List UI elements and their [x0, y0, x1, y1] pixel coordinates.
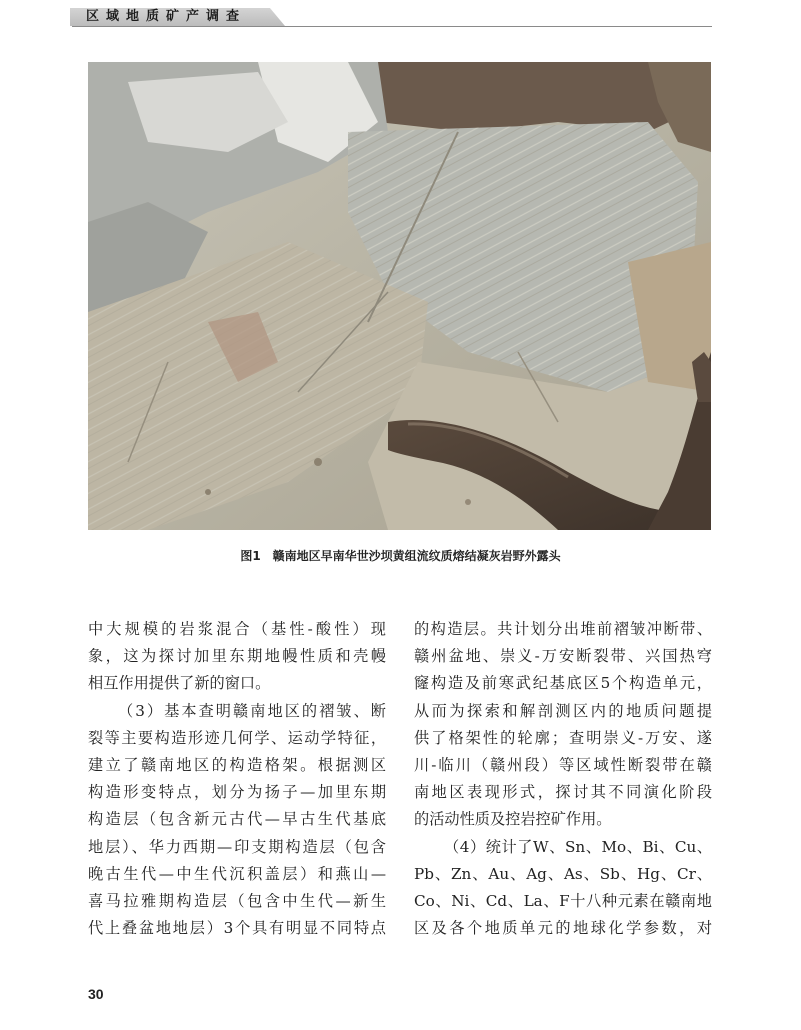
text-line: 南地区表现形式，探讨其不同演化阶段 [414, 783, 712, 802]
page-number: 30 [88, 986, 104, 1002]
body-column-left [88, 616, 386, 942]
text-line: 代上叠盆地地层）3个具有明显不同特点 [88, 919, 386, 938]
text-line: Pb、Zn、Au、Ag、As、Sb、Hg、Cr、 [414, 864, 712, 883]
text-line: 供了格架性的轮廓；查明崇义-万安、遂 [414, 728, 712, 747]
text-line: 喜马拉雅期构造层（包含中生代—新生 [88, 891, 386, 910]
text-line: 从而为探索和解剖测区内的地质问题提 [414, 701, 712, 720]
body-column-right [414, 616, 712, 942]
figure-caption-text: 赣南地区早南华世沙坝黄组流纹质熔结凝灰岩野外露头 [272, 549, 561, 563]
text-line: 构造形变特点，划分为扬子—加里东期 [88, 783, 386, 802]
header-rule [72, 26, 712, 27]
text-line: 裂等主要构造形迹几何学、运动学特征， [88, 728, 386, 747]
outcrop-photo [88, 62, 711, 530]
text-line: 赣州盆地、崇义-万安断裂带、兴国热穹 [414, 647, 712, 666]
text-line: 建立了赣南地区的构造格架。根据测区 [88, 755, 386, 774]
text-line: 区及各个地质单元的地球化学参数，对 [414, 919, 712, 938]
figure-caption [0, 547, 801, 564]
text-line: （3）基本查明赣南地区的褶皱、断 [118, 701, 386, 720]
running-header [0, 0, 801, 34]
text-line: 地层）、华力西期—印支期构造层（包含 [88, 837, 386, 856]
text-line: （4）统计了W、Sn、Mo、Bi、Cu、 [444, 837, 712, 856]
header-title: 区域地质矿产调查 [86, 9, 247, 24]
text-line: Co、Ni、Cd、La、F十八种元素在赣南地 [414, 891, 712, 910]
text-line: 川-临川（赣州段）等区域性断裂带在赣 [414, 755, 712, 774]
text-line: 的构造层。共计划分出堆前褶皱冲断带、 [414, 620, 712, 638]
text-line: 象，这为探讨加里东期地幔性质和壳幔 [88, 647, 386, 666]
text-line: 窿构造及前寒武纪基底区5个构造单元， [414, 674, 712, 693]
text-line: 中大规模的岩浆混合（基性-酸性）现 [88, 620, 386, 638]
text-line: 相互作用提供了新的窗口。 [88, 674, 271, 693]
text-line: 构造层（包含新元古代—早古生代基底 [88, 810, 386, 829]
text-line: 晚古生代—中生代沉积盖层）和燕山— [88, 864, 386, 883]
figure-number: 图1 [240, 549, 261, 563]
text-line: 的活动性质及控岩控矿作用。 [414, 810, 612, 829]
